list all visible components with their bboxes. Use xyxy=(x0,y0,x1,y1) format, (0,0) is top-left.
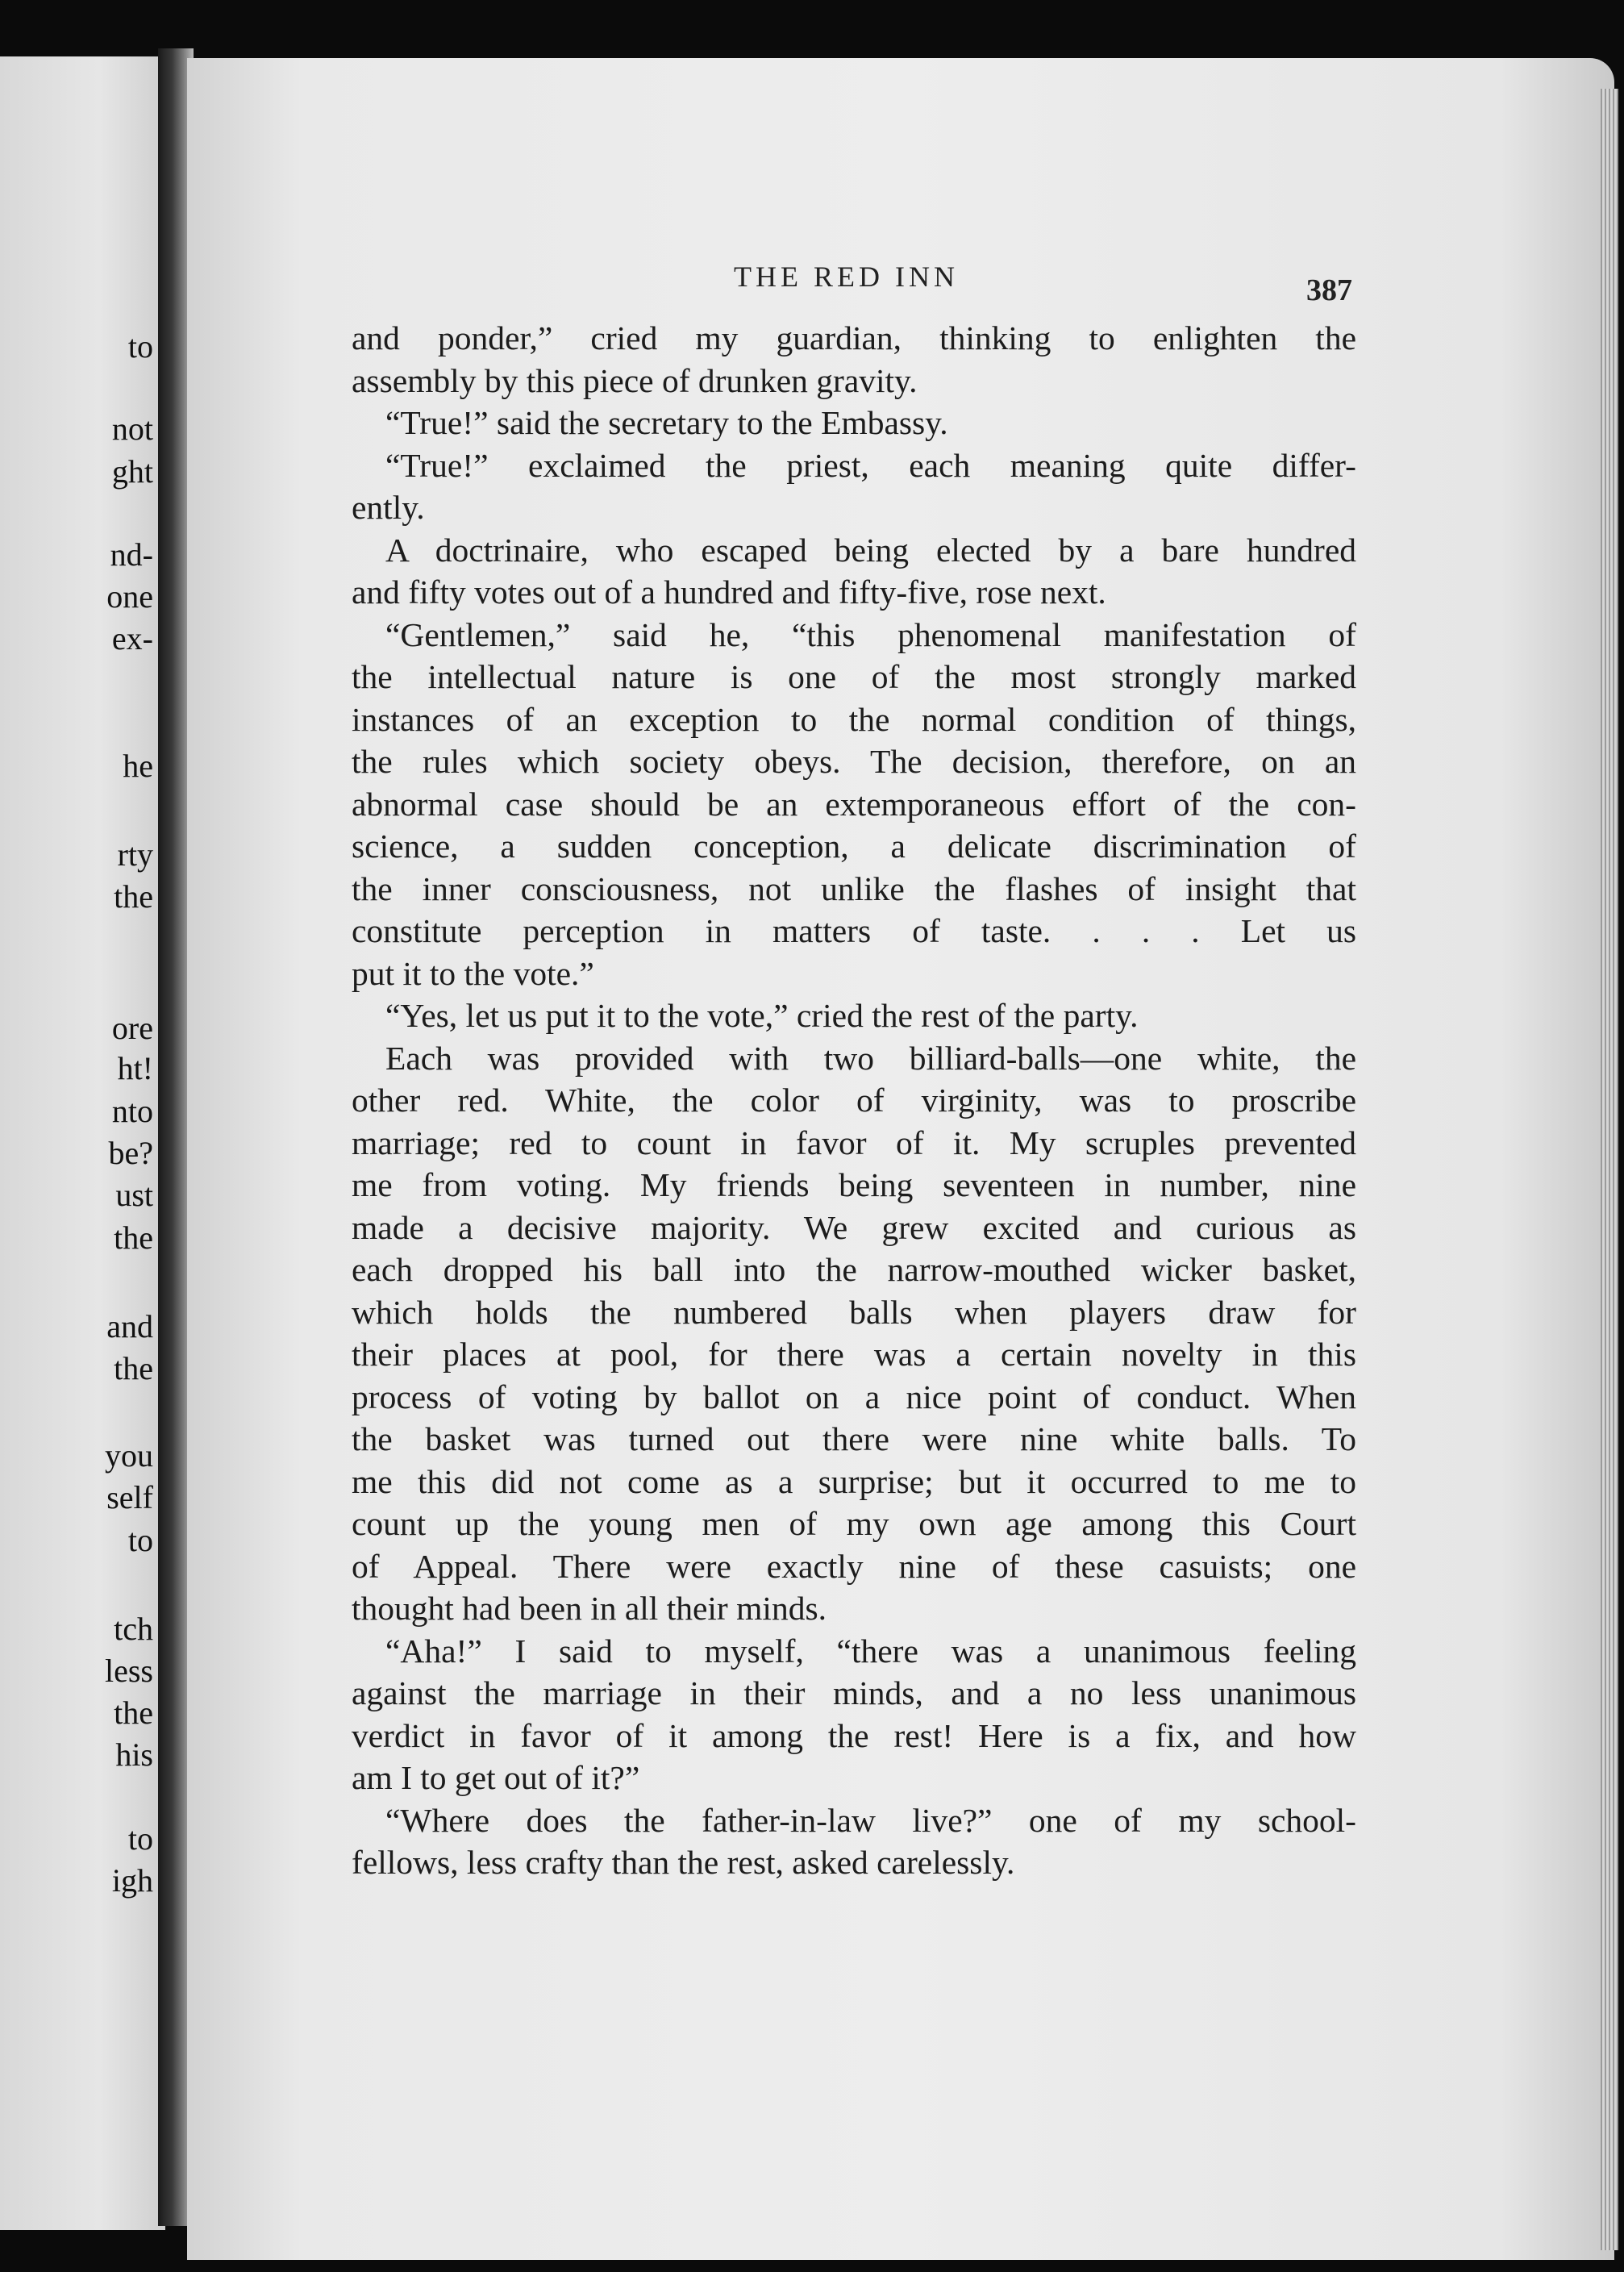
text-line: “Yes, let us put it to the vote,” cried the rest of the party. xyxy=(385,997,1139,1034)
facing-page-fragment: ore xyxy=(111,1010,153,1046)
text-line: other red. White, the color of virginity, was to proscribe xyxy=(352,1082,1356,1119)
facing-page-fragment: you xyxy=(105,1437,153,1474)
text-line: made a decisive majority. We grew excited and curious as xyxy=(352,1208,1356,1246)
text-line: and fifty votes out of a hundred and fifty-five, rose next. xyxy=(352,573,1106,611)
facing-page-fragment: the xyxy=(114,878,153,915)
facing-page-fragment: ust xyxy=(115,1177,153,1213)
text-line: constitute perception in matters of taste. . . . Let us xyxy=(352,912,1356,949)
text-line: process of voting by ballot on a nice point of conduct. When xyxy=(352,1378,1356,1415)
facing-page-fragment: igh xyxy=(111,1862,153,1899)
text-line: put it to the vote.” xyxy=(352,954,594,992)
facing-page-fragment: ex- xyxy=(111,620,153,657)
page-number: 387 xyxy=(1306,273,1352,307)
text-line: “True!” said the secretary to the Embassy. xyxy=(385,404,948,441)
text-line: of Appeal. There were exactly nine of these casuists; one xyxy=(352,1547,1356,1585)
facing-page-fragment: his xyxy=(115,1736,153,1773)
text-line: “Gentlemen,” said he, “this phenomenal manifestation of xyxy=(385,615,1356,653)
facing-page-fragment: to xyxy=(127,328,153,365)
facing-page-fragment: one xyxy=(106,578,153,615)
text-line: instances of an exception to the normal condition of things, xyxy=(352,700,1356,738)
facing-page-fragment: be? xyxy=(108,1135,153,1171)
text-line: assembly by this piece of drunken gravity. xyxy=(352,361,918,399)
running-head: THE RED INN xyxy=(734,261,959,293)
text-line: count up the young men of my own age among this Court xyxy=(352,1505,1356,1542)
text-line: “True!” exclaimed the priest, each meaning quite differ- xyxy=(385,446,1356,484)
text-line: fellows, less crafty than the rest, asked carelessly. xyxy=(352,1844,1015,1881)
text-line: A doctrinaire, who escaped being elected by a bare hundred xyxy=(385,531,1356,569)
facing-page-fragment: and xyxy=(106,1308,153,1344)
text-line: “Aha!” I said to myself, “there was a unanimous feeling xyxy=(385,1632,1356,1670)
facing-page-fragment: to xyxy=(127,1820,153,1857)
text-line: and ponder,” cried my guardian, thinking to enlighten the xyxy=(352,319,1356,356)
facing-page-fragment: ht! xyxy=(117,1050,153,1086)
text-line: against the marriage in their minds, and a no less unanimous xyxy=(352,1674,1356,1711)
text-line: science, a sudden conception, a delicate discrimination of xyxy=(352,828,1356,865)
text-line: ently. xyxy=(352,489,425,526)
facing-page-fragment: nto xyxy=(111,1093,153,1129)
text-line: verdict in favor of it among the rest! Here is a fix, and how xyxy=(352,1716,1356,1754)
facing-page-fragment: he xyxy=(123,748,153,784)
facing-page-fragment: self xyxy=(106,1479,153,1515)
facing-page-fragment: the xyxy=(114,1695,153,1731)
text-line: thought had been in all their minds. xyxy=(352,1590,827,1627)
text-line: their places at pool, for there was a certain novelty in this xyxy=(352,1336,1356,1373)
text-line: me this did not come as a surprise; but it occurred to me to xyxy=(352,1462,1356,1500)
facing-page-fragment: the xyxy=(114,1350,153,1386)
page-edge xyxy=(1601,89,1618,2250)
text-line: which holds the numbered balls when players draw for xyxy=(352,1293,1356,1331)
text-line: each dropped his ball into the narrow-mouthed wicker basket, xyxy=(352,1251,1356,1288)
facing-page-fragment: to xyxy=(127,1522,153,1558)
text-line: “Where does the father-in-law live?” one of my school- xyxy=(385,1801,1356,1839)
text-line: am I to get out of it?” xyxy=(352,1759,640,1796)
text-line: the rules which society obeys. The decision, therefore, on an xyxy=(352,743,1356,780)
facing-page-fragment: less xyxy=(105,1653,153,1689)
text-line: the inner consciousness, not unlike the flashes of insight that xyxy=(352,869,1356,907)
text-line: the basket was turned out there were nine white balls. To xyxy=(352,1420,1356,1457)
facing-page-fragment: tch xyxy=(114,1611,153,1647)
text-line: abnormal case should be an extemporaneous effort of the con- xyxy=(352,785,1356,823)
text-line: Each was provided with two billiard-balls—one white, the xyxy=(385,1039,1356,1077)
text-line: the intellectual nature is one of the most strongly marked xyxy=(352,658,1356,695)
facing-page-fragment: nd- xyxy=(110,536,153,573)
body-text xyxy=(352,317,1356,1884)
facing-page-fragment: not xyxy=(111,411,153,447)
facing-page-fragment: the xyxy=(114,1219,153,1256)
facing-page-fragment: rty xyxy=(117,836,153,873)
text-line: me from voting. My friends being seventeen in number, nine xyxy=(352,1166,1356,1203)
text-line: marriage; red to count in favor of it. My scruples prevented xyxy=(352,1123,1356,1161)
facing-page-fragment: ght xyxy=(111,453,153,490)
